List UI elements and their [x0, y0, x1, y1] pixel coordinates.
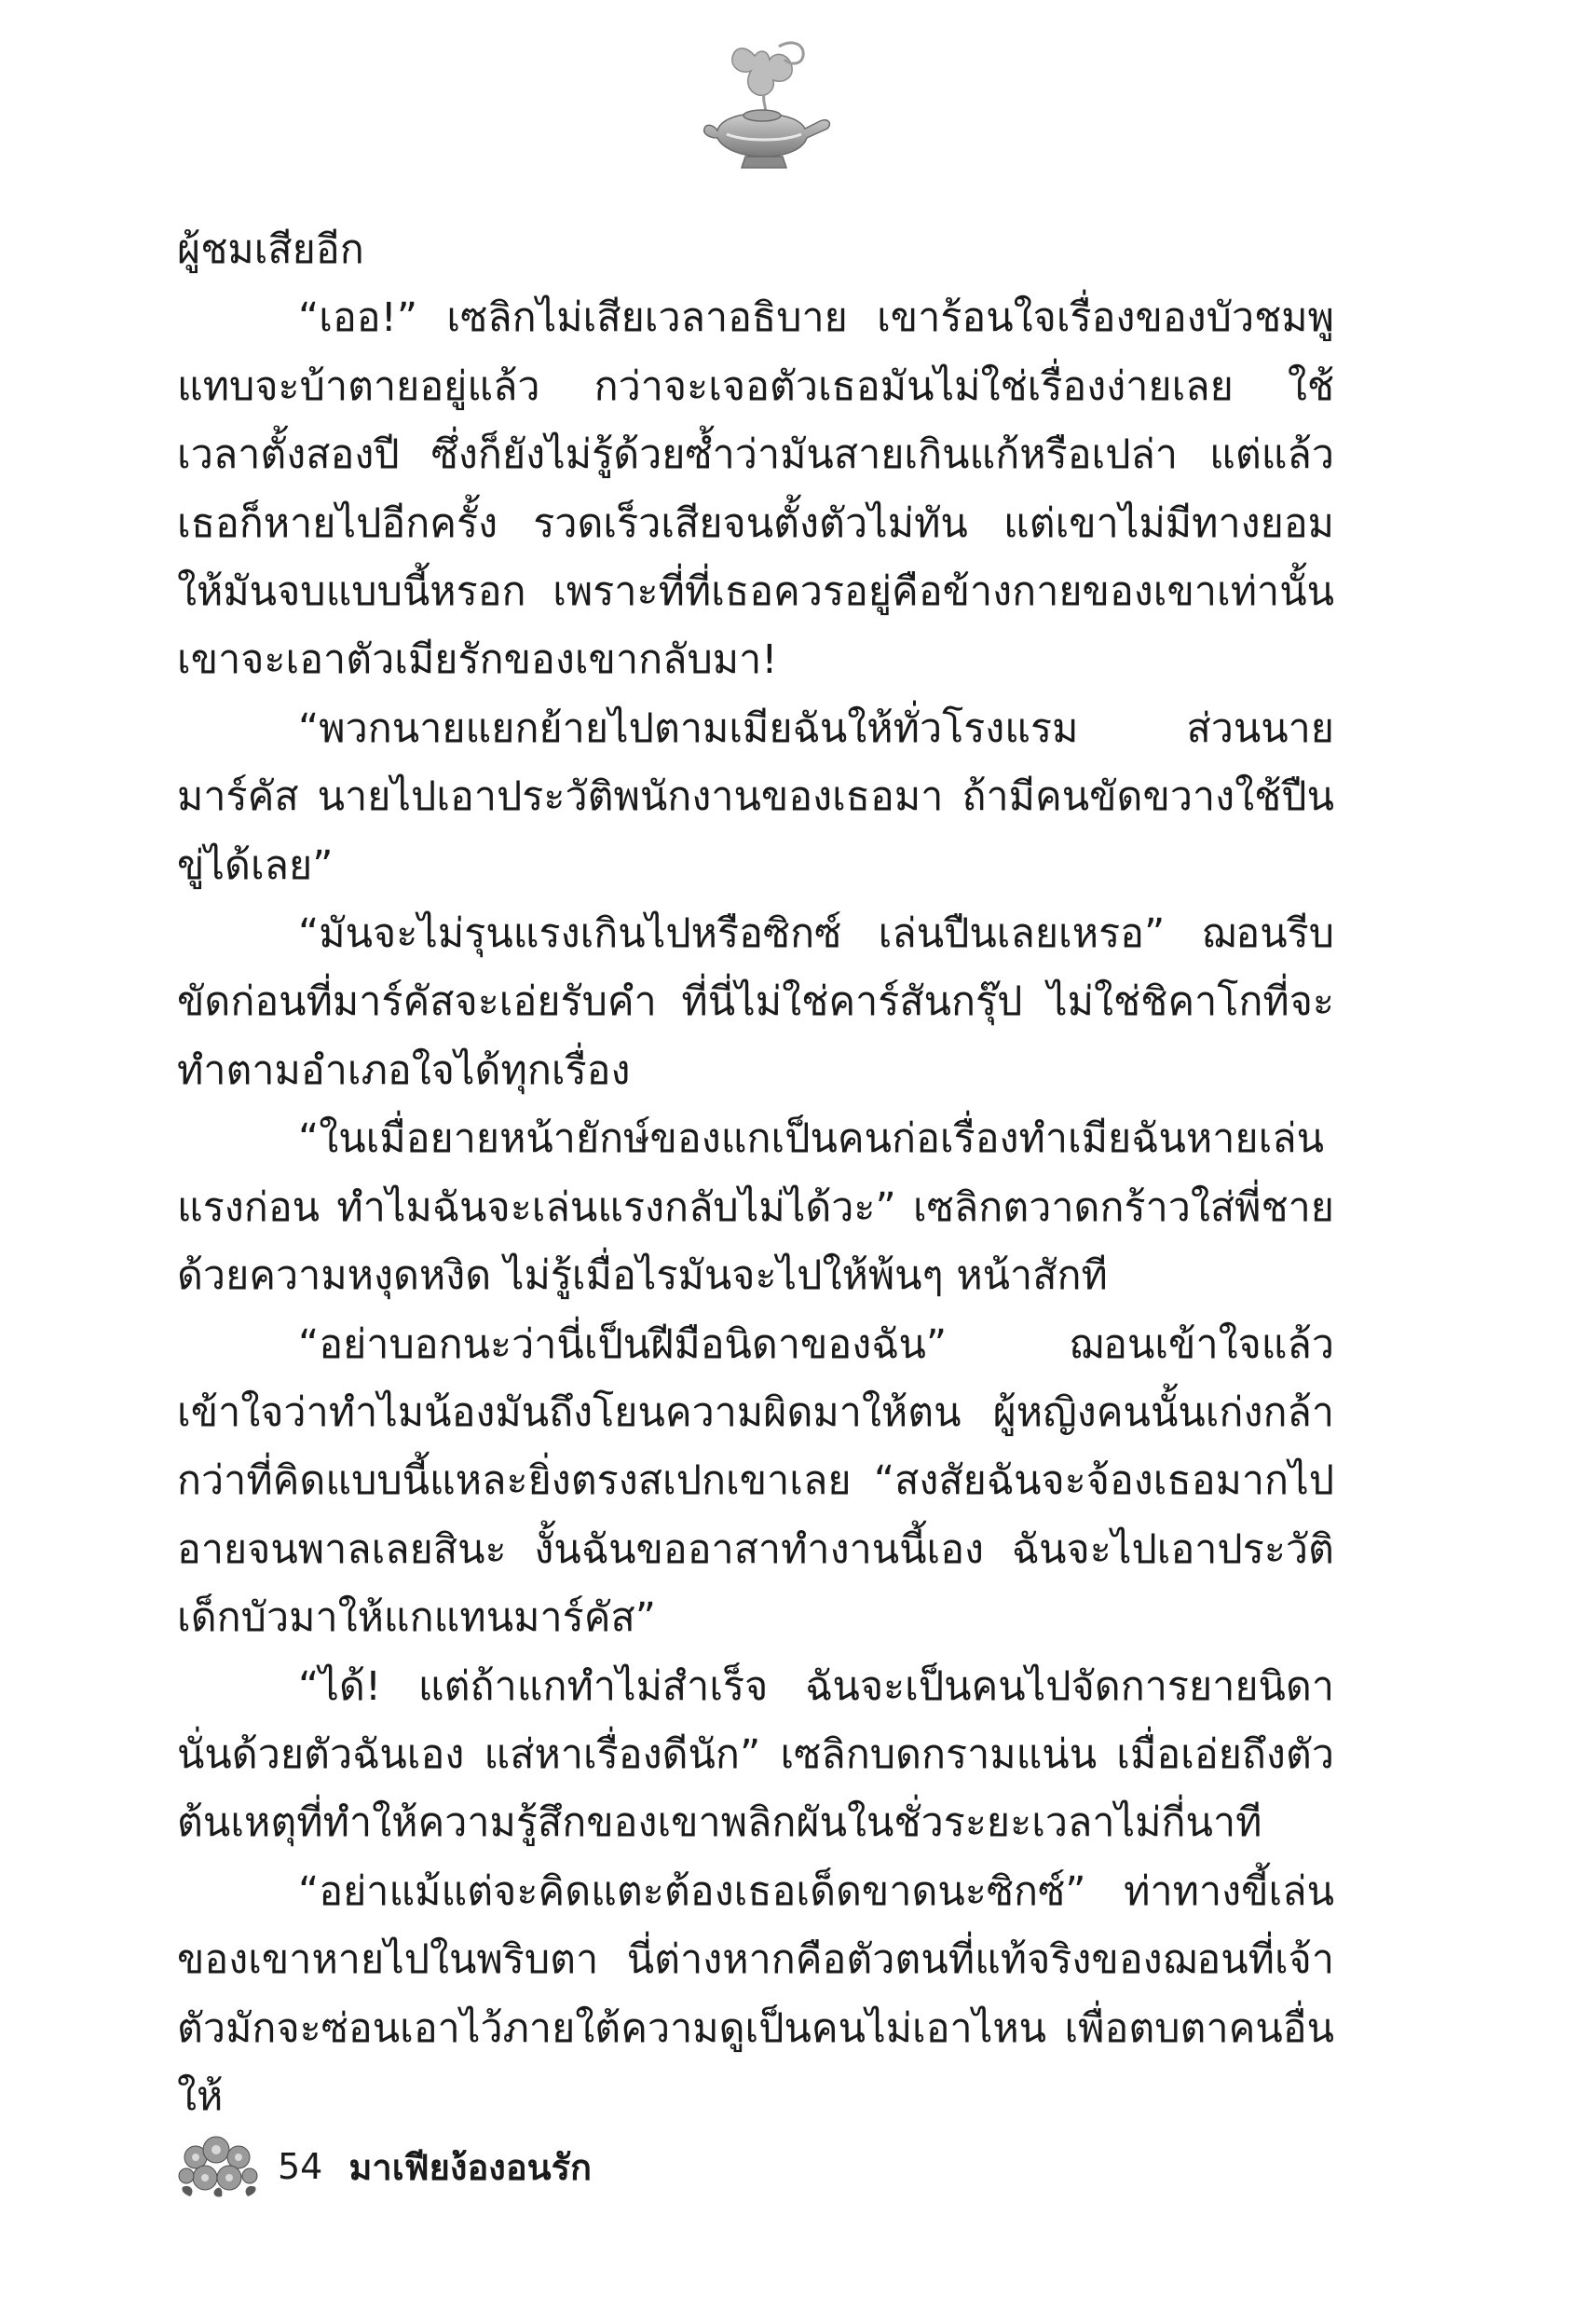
flower-bouquet-icon [177, 2129, 261, 2204]
paragraph: “อย่าบอกนะว่านี่เป็นฝีมือนิดาของฉัน” ฌอนเข้าใจแล้ว เข้าใจว่าทำไมน้องมันถึงโยนความผิดมาให้ตน ผู้หญิงคนนั้นเก่งกล้ากว่าที่คิดแบบนี้แหละยิ่งตรงสเปกเขาเลย “สงสัยฉันจะจ้องเธอมากไป อายจนพาลเลยสินะ งั้นฉันขออาสาทำงานนี้เอง ฉันจะไปเอาประวัติเด็กบัวมาให้แกแทนมาร์คัส” [177, 1320, 1334, 1642]
paragraph: “ได้! แต่ถ้าแกทำไม่สำเร็จ ฉันจะเป็นคนไปจัดการยายนิดานั่นด้วยตัวฉันเอง แส่หาเรื่องดีนัก” เซลิกบดกรามแน่น เมื่อเอ่ยถึงตัวต้นเหตุที่ทำให้ความรู้สึกของเขาพลิกผันในชั่วระยะเวลาไม่กี่นาที [177, 1662, 1334, 1847]
book-title: มาเฟียง้องอนรัก [348, 2146, 593, 2188]
paragraph: “พวกนายแยกย้ายไปตามเมียฉันให้ทั่วโรงแรม ส่วนนาย มาร์คัส นายไปเอาประวัติพนักงานของเธอมา ถ้ามีคนขัดขวางใช้ปืนขู่ได้เลย” [177, 704, 1334, 889]
body-text [177, 216, 1334, 2131]
paragraph: “อย่าแม้แต่จะคิดแตะต้องเธอเด็ดขาดนะซิกซ์” ท่าทางขี้เล่นของเขาหายไปในพริบตา นี่ต่างหากคือตัวตนที่แท้จริงของฌอนที่เจ้าตัวมักจะซ่อนเอาไว้ภายใต้ความดูเป็นคนไม่เอาไหน เพื่อตบตาคนอื่นให้ [177, 1867, 1334, 2120]
paragraph: “มันจะไม่รุนแรงเกินไปหรือซิกซ์ เล่นปืนเลยเหรอ” ฌอนรีบขัดก่อนที่มาร์คัสจะเอ่ยรับคำ ที่นี่ไม่ใช่คาร์สันกรุ๊ป ไม่ใช่ชิคาโกที่จะทำตามอำเภอใจได้ทุกเรื่อง [177, 910, 1334, 1094]
paragraph: “เออ!” เซลิกไม่เสียเวลาอธิบาย เขาร้อนใจเรื่องของบัวชมพูแทบจะบ้าตายอยู่แล้ว กว่าจะเจอตัวเธอมันไม่ใช่เรื่องง่ายเลย ใช้เวลาตั้งสองปี ซึ่งก็ยังไม่รู้ด้วยซ้ำว่ามันสายเกินแก้หรือเปล่า แต่แล้วเธอก็หายไปอีกครั้ง รวดเร็วเสียจนตั้งตัวไม่ทัน แต่เขาไม่มีทางยอมให้มันจบแบบนี้หรอก เพราะที่ที่เธอควรอยู่คือข้างกายของเขาเท่านั้น เขาจะเอาตัวเมียรักของเขากลับมา! [177, 294, 1334, 684]
page-footer [177, 2129, 592, 2204]
lamp-with-angel-icon [689, 37, 839, 177]
paragraph: ผู้ชมเสียอีก [177, 226, 364, 273]
paragraph: “ในเมื่อยายหน้ายักษ์ของแกเป็นคนก่อเรื่องทำเมียฉันหายเล่นแรงก่อน ทำไมฉันจะเล่นแรงกลับไม่ได้วะ” เซลิกตวาดกร้าวใส่พี่ชายด้วยความหงุดหงิด ไม่รู้เมื่อไรมันจะไปให้พ้นๆ หน้าสักที [177, 1115, 1334, 1300]
page-number: 54 [278, 2146, 323, 2187]
